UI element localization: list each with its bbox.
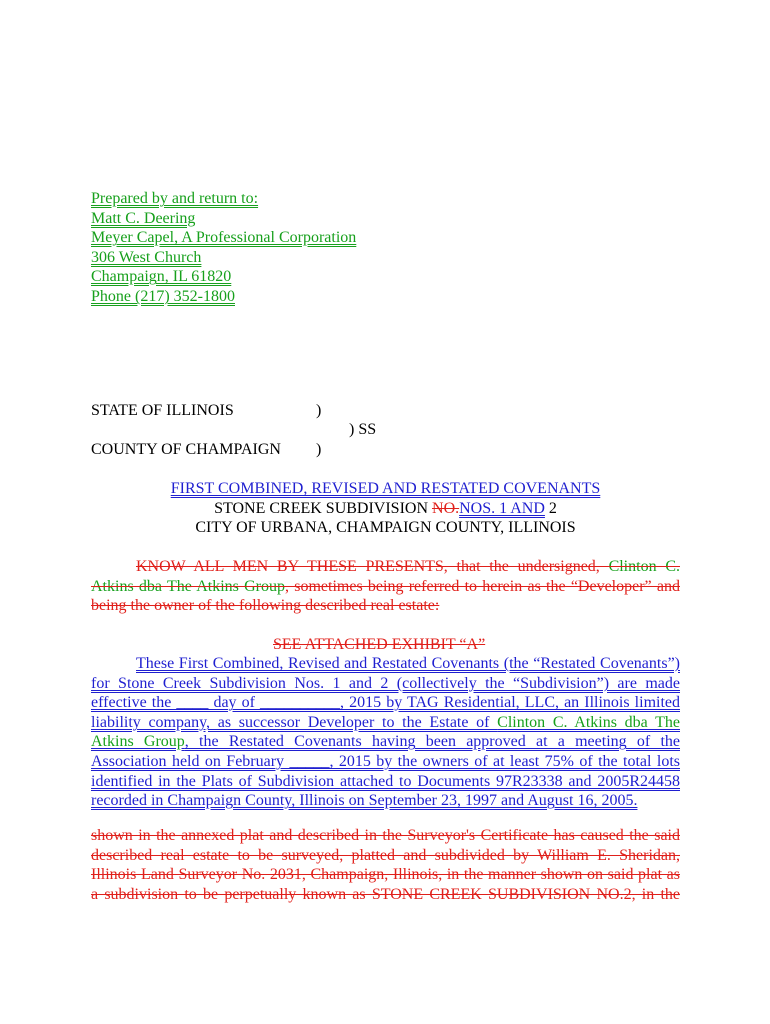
restated-line-2: for Stone Creek Subdivision Nos. 1 and 2 (collectively the “Subdivision”) are made <box>91 674 680 692</box>
shown-line-2: described real estate to be surveyed, platted and subdivided by William E. Sheridan, <box>91 846 680 864</box>
title-line-2 <box>91 499 680 519</box>
know-all-paragraph <box>91 557 680 616</box>
return-address-block <box>91 189 680 307</box>
title-deleted-text: NO. <box>432 499 460 517</box>
title-line-3: CITY OF URBANA, CHAMPAIGN COUNTY, ILLINOIS <box>195 519 576 537</box>
title-line-2-suffix: 2 <box>544 499 557 517</box>
document-title <box>91 479 680 538</box>
exhibit-line <box>91 635 680 655</box>
restated-developer-name: Clinton C. Atkins dba The <box>497 713 680 731</box>
restated-line-5 <box>91 732 680 752</box>
venue-paren-1: ) <box>316 402 322 419</box>
venue-county: COUNTY OF CHAMPAIGN <box>91 441 281 458</box>
know-all-developer-name: Clinton C. <box>608 558 680 575</box>
title-line-2-prefix: STONE CREEK SUBDIVISION <box>214 499 433 517</box>
know-all-text-1: KNOW ALL MEN BY THESE PRESENTS, that the undersigned, <box>136 558 609 575</box>
prepared-by-label: Prepared by and return to: <box>91 190 259 207</box>
restated-line-6: Association held on February _____, 2015 by the owners of at least 75% of the total lots <box>91 752 680 770</box>
title-inserted-text: NOS. 1 AND <box>459 499 545 517</box>
annexed-plat-paragraph <box>91 826 680 904</box>
know-all-developer-dba: Atkins dba The Atkins Group <box>91 577 285 595</box>
restated-line-8: recorded in Champaign County, Illinois on September 23, 1997 and August 16, 2005. <box>91 792 638 810</box>
restated-line-7: identified in the Plats of Subdivision attached to Documents 97R23338 and 2005R24458 <box>91 772 680 790</box>
preparer-phone: Phone (217) 352-1800 <box>91 287 235 305</box>
restated-line-4-text: liability company, as successor Developer to the Estate of <box>91 713 498 731</box>
venue-ss: ) SS <box>349 421 377 438</box>
shown-line-1: shown in the annexed plat and described in the Surveyor's Certificate has caused the said <box>91 827 680 844</box>
venue-paren-3: ) <box>316 441 322 458</box>
exhibit-label: SEE ATTACHED EXHIBIT “A” <box>273 636 486 653</box>
preparer-firm: Meyer Capel, A Professional Corporation <box>91 229 357 247</box>
preparer-name: Matt C. Deering <box>91 209 196 227</box>
restated-covenants-paragraph <box>91 654 680 811</box>
shown-line-4: a subdivision to be perpetually known as STONE CREEK SUBDIVISION NO.2, in the <box>91 885 680 903</box>
preparer-city: Champaign, IL 61820 <box>91 268 232 286</box>
venue-state: STATE OF ILLINOIS <box>91 402 234 419</box>
know-all-line-1 <box>91 557 680 577</box>
know-all-line-3: being the owner of the following described real estate: <box>91 597 440 615</box>
exhibit-text <box>91 635 680 655</box>
preparer-street: 306 West Church <box>91 248 202 266</box>
restated-line-1: These First Combined, Revised and Restated Covenants (the “Restated Covenants”) <box>136 655 680 672</box>
restated-line-4 <box>91 713 680 733</box>
restated-line-3: effective the ____ day of __________, 2015 by TAG Residential, LLC, an Illinois limited <box>91 694 680 712</box>
know-all-line-2 <box>91 577 680 597</box>
know-all-text-2: , sometimes being referred to herein as the “Developer” and <box>285 577 680 595</box>
shown-line-3: Illinois Land Surveyor No. 2031, Champaign, Illinois, in the manner shown on said plat as <box>91 866 680 884</box>
title-line-1: FIRST COMBINED, REVISED AND RESTATED COVENANTS <box>170 480 601 497</box>
restated-developer-dba: Atkins Group <box>91 733 185 751</box>
restated-line-5-text: , the Restated Covenants having been approved at a meeting of the <box>184 733 680 751</box>
